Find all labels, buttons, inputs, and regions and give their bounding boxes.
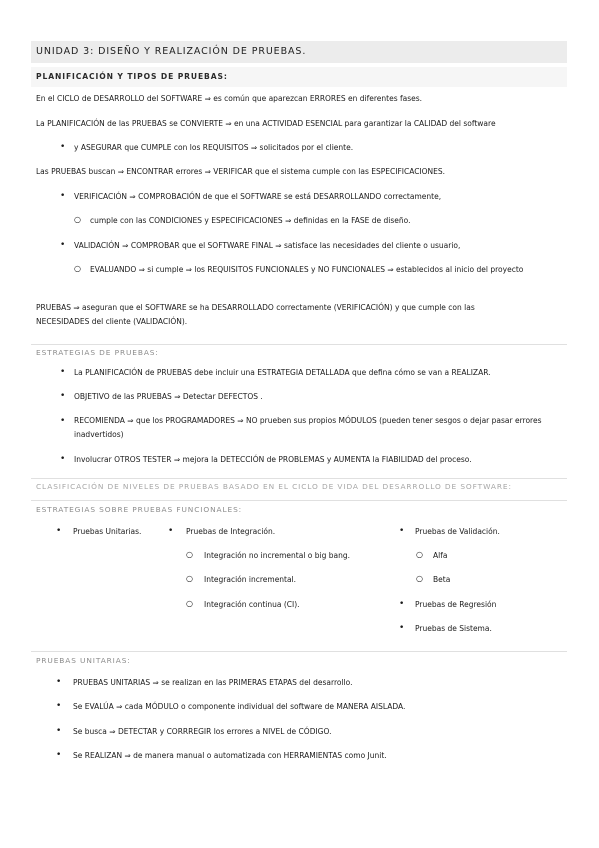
planning-paragraph-2: La PLANIFICACIÓN de las PRUEBAS se CONVIERTE ⇒ en una ACTIVIDAD ESENCIAL para garantizar la CALIDAD del software [36, 119, 496, 128]
bullet: • [56, 526, 62, 536]
unit-tests-heading: PRUEBAS UNITARIAS: [36, 656, 131, 665]
unit-test-item: PRUEBAS UNITARIAS ⇒ se realizan en las PRIMERAS ETAPAS del desarrollo. [73, 678, 353, 687]
bullet: • [60, 391, 66, 401]
circle-bullet: ○ [186, 550, 193, 559]
regression-tests-item: Pruebas de Regresión [415, 600, 497, 609]
verification-sub-item: cumple con las CONDICIONES y ESPECIFICACIONES ⇒ definidas en la FASE de diseño. [90, 216, 411, 225]
classification-heading: CLASIFICACIÓN DE NIVELES DE PRUEBAS BASADO EN EL CICLO DE VIDA DEL DESARROLLO DE SOFTWARE: [36, 482, 512, 491]
circle-bullet: ○ [186, 574, 193, 583]
functional-strategies-heading: ESTRATEGIAS SOBRE PRUEBAS FUNCIONALES: [36, 505, 243, 514]
planning-bullet-1: y ASEGURAR que CUMPLE con los REQUISITOS ⇒ solicitados por el cliente. [74, 143, 354, 152]
strategy-item: OBJETIVO de las PRUEBAS ⇒ Detectar DEFECTOS . [74, 392, 263, 401]
bullet: • [168, 526, 174, 536]
validation-item: VALIDACIÓN ⇒ COMPROBAR que el SOFTWARE FINAL ⇒ satisface las necesidades del cliente o usuario, [74, 241, 461, 250]
unit-test-item: Se EVALÚA ⇒ cada MÓDULO o componente individual del software de MANERA AISLADA. [73, 702, 406, 711]
circle-bullet: ○ [74, 264, 81, 273]
bullet: • [60, 416, 66, 426]
integration-sub-item: Integración incremental. [204, 575, 297, 584]
section-divider [31, 478, 567, 479]
circle-bullet: ○ [416, 550, 423, 559]
unit-test-item: Se REALIZAN ⇒ de manera manual o automatizada con HERRAMIENTAS como Junit. [73, 751, 387, 760]
section-divider [31, 651, 567, 652]
system-tests-item: Pruebas de Sistema. [415, 624, 492, 633]
unit-title: UNIDAD 3: DISEÑO Y REALIZACIÓN DE PRUEBAS. [31, 41, 567, 63]
strategy-item: Involucrar OTROS TESTER ⇒ mejora la DETECCIÓN de PROBLEMAS y AUMENTA la FIABILIDAD del proceso. [74, 455, 472, 464]
verification-item: VERIFICACIÓN ⇒ COMPROBACIÓN de que el SOFTWARE se está DESARROLLANDO correctamente, [74, 192, 442, 201]
section-divider [31, 344, 567, 345]
bullet: • [56, 750, 62, 760]
validation-tests-item: Pruebas de Validación. [415, 527, 500, 536]
bullet: • [60, 454, 66, 464]
strategies-heading: ESTRATEGIAS DE PRUEBAS: [36, 348, 159, 357]
bullet: • [60, 191, 66, 201]
planning-paragraph-1: En el CICLO de DESARROLLO del SOFTWARE ⇒ es común que aparezcan ERRORES en diferentes fases. [36, 94, 423, 103]
unit-tests-item: Pruebas Unitarias. [73, 527, 142, 536]
integration-tests-item: Pruebas de Integración. [186, 527, 276, 536]
bullet: • [56, 677, 62, 687]
bullet: • [399, 623, 405, 633]
circle-bullet: ○ [74, 215, 81, 224]
bullet: • [56, 701, 62, 711]
strategy-item: La PLANIFICACIÓN de PRUEBAS debe incluir una ESTRATEGIA DETALLADA que defina cómo se van a REALIZAR. [74, 368, 491, 377]
planning-paragraph-3: Las PRUEBAS buscan ⇒ ENCONTRAR errores ⇒ VERIFICAR que el sistema cumple con las ESPECIFICACIONES. [36, 167, 446, 176]
validation-sub-item: Beta [433, 575, 451, 584]
planning-paragraph-4: PRUEBAS ⇒ aseguran que el SOFTWARE se ha DESARROLLADO correctamente (VERIFICACIÓN) y que cumple con las NECESIDADES del cliente (VALIDACIÓN). [36, 303, 475, 326]
bullet: • [399, 599, 405, 609]
validation-sub-item: EVALUANDO ⇒ si cumple ⇒ los REQUISITOS FUNCIONALES y NO FUNCIONALES ⇒ establecidos al inicio del proyecto [90, 265, 524, 274]
strategy-item: RECOMIENDA ⇒ que los PROGRAMADORES ⇒ NO prueben sus propios MÓDULOS (pueden tener sesgos o dejar pasar errores inadvertidos) [74, 416, 542, 439]
unit-test-item: Se busca ⇒ DETECTAR y CORRREGIR los errores a NIVEL de CÓDIGO. [73, 727, 332, 736]
validation-sub-item: Alfa [433, 551, 448, 560]
bullet: • [60, 367, 66, 377]
bullet: • [56, 726, 62, 736]
bullet: • [60, 240, 66, 250]
circle-bullet: ○ [416, 574, 423, 583]
bullet: • [60, 142, 66, 152]
planning-heading: PLANIFICACIÓN Y TIPOS DE PRUEBAS: [31, 67, 567, 87]
circle-bullet: ○ [186, 599, 193, 608]
bullet: • [399, 526, 405, 536]
integration-sub-item: Integración continua (CI). [204, 600, 300, 609]
section-divider [31, 500, 567, 501]
integration-sub-item: Integración no incremental o big bang. [204, 551, 351, 560]
